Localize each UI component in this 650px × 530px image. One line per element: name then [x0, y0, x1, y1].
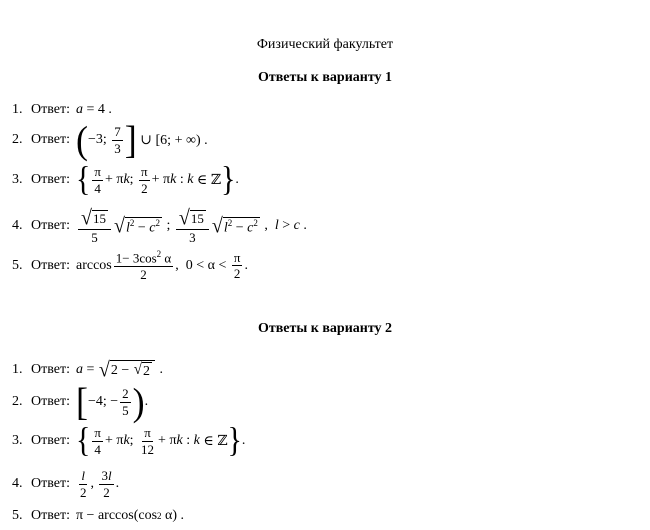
formula: ( −3; $\frac{7}{3}$ ] ∪ [6; + ∞) . — [75, 118, 208, 162]
item-number: 4. — [12, 476, 23, 492]
item-number: 3. — [12, 172, 23, 188]
answer-label: Ответ: — [31, 476, 70, 492]
formula: $\frac{l}{2}$ , $\frac{3l}{2}$ . — [79, 468, 120, 500]
v1-answer-3 — [12, 160, 239, 199]
v2-answer-3 — [12, 421, 246, 460]
formula: a = 4 . — [75, 102, 112, 117]
item-number: 2. — [12, 132, 23, 147]
v1-answer-1 — [12, 102, 112, 118]
formula: { $\frac{\pi}{4}$ + π k ; $\frac{\pi}{2}$ + π k : k ∈ ℤ } . — [75, 160, 239, 199]
v1-answer-2 — [12, 118, 208, 162]
item-number: 5. — [12, 508, 23, 523]
answer-label: Ответ: — [31, 218, 70, 234]
item-number: 1. — [12, 102, 23, 117]
v1-answer-5 — [12, 250, 248, 282]
item-number: 1. — [12, 362, 23, 377]
formula: { $\frac{\pi}{4}$ + π k ; $\frac{\pi}{12}$ + π k : k ∈ ℤ } . — [75, 421, 246, 460]
formula: a = √ 2 − √ 2 . — [75, 358, 164, 382]
answer-label: Ответ: — [31, 102, 70, 117]
v2-answer-1 — [12, 360, 163, 380]
v2-answer-2 — [12, 380, 149, 424]
variant-2-heading: Ответы к варианту 2 — [257, 321, 393, 336]
answer-label: Ответ: — [31, 132, 70, 147]
v2-answer-5 — [12, 508, 184, 524]
v2-answer-4 — [12, 469, 119, 499]
item-number: 2. — [12, 394, 23, 409]
item-number: 3. — [12, 433, 23, 449]
variant-1-heading: Ответы к варианту 1 — [257, 70, 393, 85]
formula: π − arccos(cos 2 α) . — [75, 508, 185, 523]
v1-answer-4 — [12, 208, 307, 245]
answer-label: Ответ: — [31, 394, 70, 409]
answer-label: Ответ: — [31, 362, 70, 377]
answer-label: Ответ: — [31, 257, 70, 273]
item-number: 5. — [12, 257, 23, 273]
item-number: 4. — [12, 218, 23, 234]
formula: arccos $\frac{1- 3\cos^2 \alpha}{2}$ , 0 < α < $\frac{\pi}{2}$ . — [75, 249, 248, 282]
answer-label: Ответ: — [31, 508, 70, 523]
formula: [ −4; − $\frac{2}{5}$ ) . — [75, 380, 149, 424]
answer-label: Ответ: — [31, 433, 70, 449]
formula: √ 15 5 √ $l^2 - c^2$ ; √ 15 3 √ $l^2 - c^2$ , l > c . — [76, 208, 307, 245]
answer-label: Ответ: — [31, 172, 70, 188]
faculty-title: Физический факультет — [256, 37, 394, 52]
